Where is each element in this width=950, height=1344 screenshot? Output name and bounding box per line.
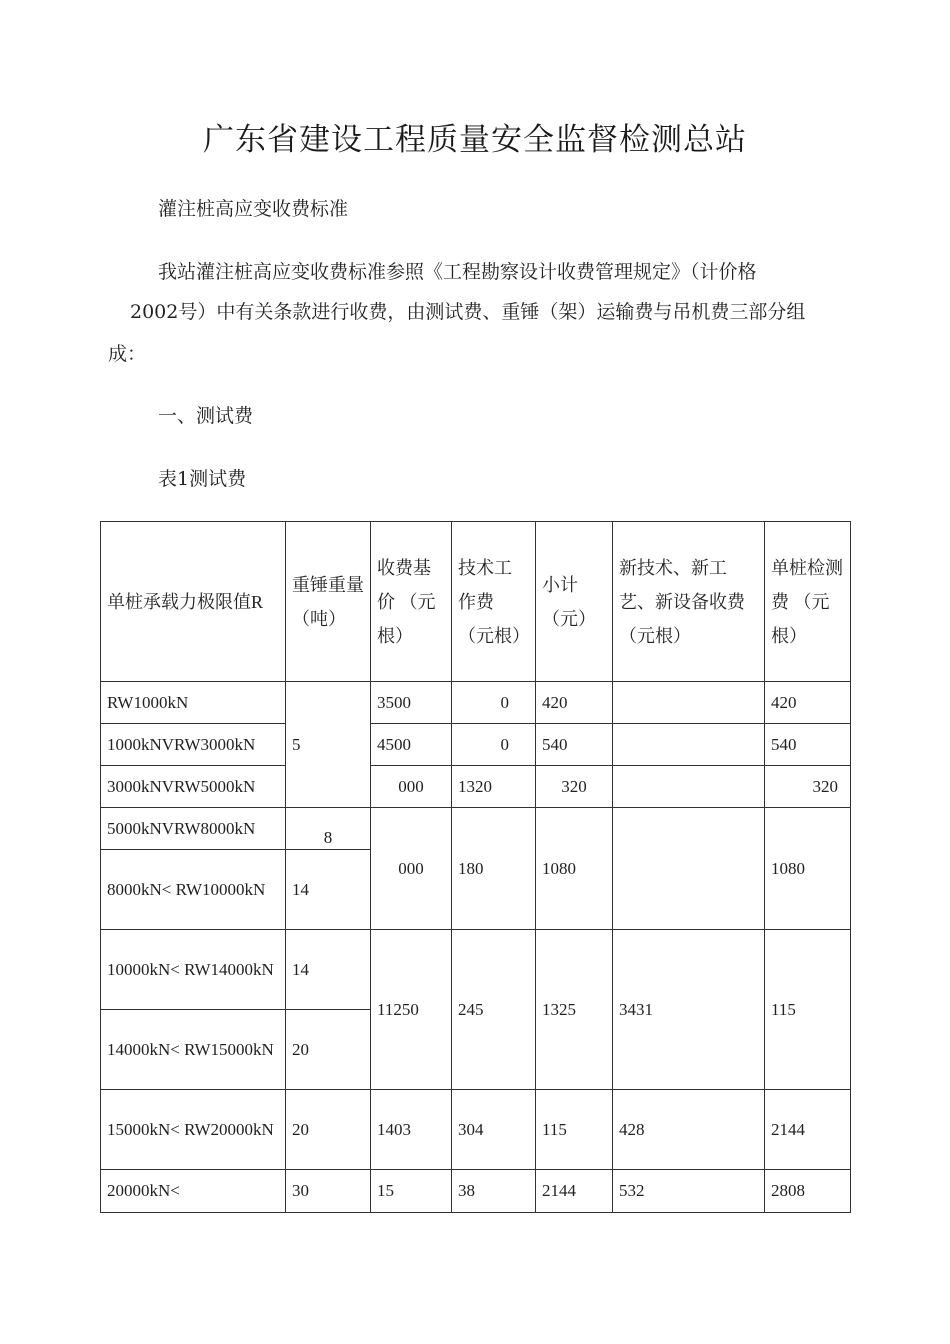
subtitle: 灌注桩高应变收费标准 xyxy=(158,198,349,220)
table-row xyxy=(101,808,851,850)
base-price-cell: 000 xyxy=(371,766,452,808)
range-cell: RW1000kN xyxy=(101,682,286,724)
base-price-cell: 1403 xyxy=(371,1090,452,1170)
single-pile-fee-cell: 2808 xyxy=(765,1170,851,1213)
table-row xyxy=(101,682,851,724)
column-header: 技术工作费 （元根） xyxy=(452,522,536,682)
base-price-cell: 3500 xyxy=(371,682,452,724)
subtotal-cell: 320 xyxy=(536,766,613,808)
single-pile-fee-cell: 420 xyxy=(765,682,851,724)
column-header: 新技术、新工艺、新设备收费 （元根） xyxy=(613,522,765,682)
weight-cell: 14 xyxy=(286,930,371,1010)
new-tech-fee-cell xyxy=(613,766,765,808)
paragraph-line: 2002号）中有关条款进行收费，由测试费、重锤（架）运输费与吊机费三部分组 xyxy=(130,301,806,323)
new-tech-fee-cell: 532 xyxy=(613,1170,765,1213)
tech-fee-cell: 1320 xyxy=(452,766,536,808)
range-cell: 14000kN< RW15000kN xyxy=(101,1010,286,1090)
weight-cell: 30 xyxy=(286,1170,371,1213)
base-price-cell: 4500 xyxy=(371,724,452,766)
range-cell: 1000kNVRW3000kN xyxy=(101,724,286,766)
range-cell: 10000kN< RW14000kN xyxy=(101,930,286,1010)
weight-cell: 20 xyxy=(286,1010,371,1090)
column-header: 单桩检测 费 （元根） xyxy=(765,522,851,682)
base-price-cell: 11250 xyxy=(371,930,452,1090)
subtotal-cell: 540 xyxy=(536,724,613,766)
base-price-cell: 000 xyxy=(371,808,452,930)
table-row xyxy=(101,930,851,1010)
paragraph-line: 我站灌注桩高应变收费标准参照《工程勘察设计收费管理规定》（计价格 xyxy=(158,261,757,283)
new-tech-fee-cell: 3431 xyxy=(613,930,765,1090)
section-heading: 一、测试费 xyxy=(158,405,254,427)
column-header: 小计 （元） xyxy=(536,522,613,682)
range-cell: 8000kN< RW10000kN xyxy=(101,850,286,930)
tech-fee-cell: 304 xyxy=(452,1090,536,1170)
table-row xyxy=(101,1090,851,1170)
single-pile-fee-cell: 1080 xyxy=(765,808,851,930)
new-tech-fee-cell xyxy=(613,808,765,930)
table-row xyxy=(101,724,851,766)
weight-cell: 14 xyxy=(286,850,371,930)
range-cell: 15000kN< RW20000kN xyxy=(101,1090,286,1170)
new-tech-fee-cell xyxy=(613,724,765,766)
table-row xyxy=(101,766,851,808)
tech-fee-cell: 0 xyxy=(452,724,536,766)
range-cell: 20000kN< xyxy=(101,1170,286,1213)
column-header: 收费基价 （元根） xyxy=(371,522,452,682)
tech-fee-cell: 38 xyxy=(452,1170,536,1213)
subtotal-cell: 1080 xyxy=(536,808,613,930)
range-cell: 3000kNVRW5000kN xyxy=(101,766,286,808)
subtotal-cell: 2144 xyxy=(536,1170,613,1213)
base-price-cell: 15 xyxy=(371,1170,452,1213)
single-pile-fee-cell: 320 xyxy=(765,766,851,808)
weight-cell: 5 xyxy=(286,682,371,808)
tech-fee-cell: 180 xyxy=(452,808,536,930)
weight-cell: 20 xyxy=(286,1090,371,1170)
tech-fee-cell: 0 xyxy=(452,682,536,724)
fee-table xyxy=(100,521,851,1213)
column-header: 重锤重量 （吨） xyxy=(286,522,371,682)
table-header-row xyxy=(101,522,851,682)
single-pile-fee-cell: 2144 xyxy=(765,1090,851,1170)
single-pile-fee-cell: 115 xyxy=(765,930,851,1090)
single-pile-fee-cell: 540 xyxy=(765,724,851,766)
subtotal-cell: 1325 xyxy=(536,930,613,1090)
new-tech-fee-cell: 428 xyxy=(613,1090,765,1170)
subtotal-cell: 420 xyxy=(536,682,613,724)
column-header: 单桩承载力极限值R xyxy=(101,522,286,682)
table-caption: 表1测试费 xyxy=(158,468,247,490)
range-cell: 5000kNVRW8000kN xyxy=(101,808,286,850)
tech-fee-cell: 245 xyxy=(452,930,536,1090)
new-tech-fee-cell xyxy=(613,682,765,724)
subtotal-cell: 115 xyxy=(536,1090,613,1170)
table-row xyxy=(101,1170,851,1213)
paragraph-line: 成： xyxy=(108,343,147,365)
weight-cell: 8 xyxy=(286,808,371,850)
page-title: 广东省建设工程质量安全监督检测总站 xyxy=(203,122,747,158)
